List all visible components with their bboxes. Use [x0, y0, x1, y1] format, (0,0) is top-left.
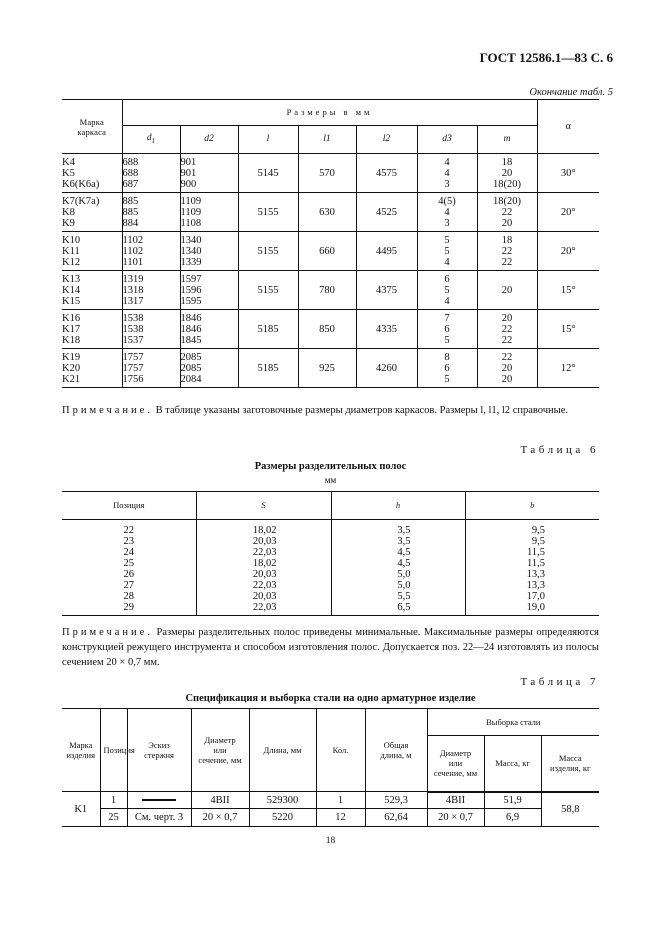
- position-cell: 23: [123, 536, 134, 547]
- note-text: В таблице указаны заготовочные размеры диаметров каркасов. Размеры l, l1, l2 справочные.: [152, 405, 569, 416]
- cell-line: [478, 274, 537, 285]
- position-cell: 25: [100, 809, 127, 827]
- b-cell: 13,3: [465, 580, 599, 591]
- cell-line: 2084: [180, 374, 202, 385]
- m-cell: [477, 232, 537, 271]
- item-mass-cell: 58,8: [541, 792, 599, 827]
- d1-cell: [122, 349, 180, 388]
- alpha-cell: 20°: [537, 193, 599, 232]
- table-row: [62, 580, 599, 591]
- sample-diameter-cell: 4ВІІ: [427, 792, 484, 809]
- table5-note: [62, 403, 599, 418]
- position-cell: 26: [123, 569, 134, 580]
- cell-line: 1846: [180, 324, 202, 335]
- col-sizes-header: Размеры в мм: [122, 100, 537, 126]
- cell-line: 4: [444, 296, 450, 307]
- length-cell: 5220: [249, 809, 316, 827]
- d2-cell: [180, 232, 238, 271]
- d1-cell: [122, 310, 180, 349]
- cell-line: 18(20): [493, 179, 521, 190]
- cell-line: K20: [62, 363, 81, 374]
- table-row: [62, 271, 599, 310]
- col-position-header: Позиция: [100, 709, 127, 792]
- table-row: [62, 569, 599, 580]
- cell-line: 22: [501, 257, 513, 268]
- cell-line: [478, 296, 537, 307]
- cell-line: K18: [62, 335, 81, 346]
- col-d2-header: d2: [180, 126, 238, 154]
- diameter-cell: 4ВІІ: [191, 792, 249, 809]
- cell-line: 1318: [122, 285, 144, 296]
- h-cell: 5,0: [331, 580, 465, 591]
- col-item-mark-header: Марка изделия: [62, 709, 100, 792]
- cell-line: 2085: [180, 363, 202, 374]
- d2-cell: [180, 271, 238, 310]
- mark-cell: [62, 193, 122, 232]
- cell-line: 22: [501, 324, 513, 335]
- table-row: [62, 809, 599, 827]
- cell-line: 6: [444, 274, 450, 285]
- cell-line: K7(K7a): [62, 196, 100, 207]
- table6-unit: мм: [324, 475, 337, 485]
- cell-line: 22: [501, 246, 513, 257]
- cell-line: 20: [501, 168, 513, 179]
- col-l1-header: l1: [298, 126, 356, 154]
- cell-line: 1108: [180, 218, 202, 229]
- table5-continuation-label: Окончание табл. 5: [529, 87, 613, 98]
- b-cell: 9,5: [465, 520, 599, 537]
- h-cell: 4,5: [331, 558, 465, 569]
- m-cell: [477, 271, 537, 310]
- cell-line: K13: [62, 274, 81, 285]
- col-s-header: S: [196, 492, 331, 520]
- d1-cell: [122, 232, 180, 271]
- cell-line: 4: [444, 207, 450, 218]
- m-cell: [477, 310, 537, 349]
- cell-line: K4: [62, 157, 75, 168]
- d1-cell: [122, 193, 180, 232]
- s-cell: 18,02: [196, 558, 331, 569]
- l2-cell: 4525: [356, 193, 417, 232]
- cell-line: K8: [62, 207, 75, 218]
- l2-cell: 4575: [356, 154, 417, 193]
- l-cell: 5155: [238, 271, 298, 310]
- cell-line: 1102: [122, 246, 144, 257]
- cell-line: 1595: [180, 296, 202, 307]
- cell-line: 18: [501, 157, 513, 168]
- cell-line: 900: [180, 179, 197, 190]
- sample-mass-cell: 51,9: [484, 792, 541, 809]
- d2-cell: [180, 349, 238, 388]
- cell-line: 1756: [122, 374, 144, 385]
- cell-line: 3: [444, 179, 450, 190]
- alpha-cell: 30°: [537, 154, 599, 193]
- cell-line: 1340: [180, 235, 202, 246]
- s-cell: 22,03: [196, 602, 331, 616]
- mark-cell: [62, 232, 122, 271]
- position-cell: 27: [123, 580, 134, 591]
- cell-line: 1845: [180, 335, 202, 346]
- col-b-header: b: [465, 492, 599, 520]
- table6-note: [62, 625, 599, 670]
- d3-cell: [417, 349, 477, 388]
- cell-line: 1757: [122, 352, 144, 363]
- cell-line: 1537: [122, 335, 144, 346]
- cell-line: K15: [62, 296, 81, 307]
- cell-line: 5: [444, 374, 450, 385]
- position-cell: 22: [123, 525, 134, 536]
- table-row: [62, 232, 599, 271]
- l1-cell: 630: [298, 193, 356, 232]
- table-row: [62, 310, 599, 349]
- l2-cell: 4260: [356, 349, 417, 388]
- table-row: [62, 792, 599, 809]
- table6-title: Размеры разделительных полос: [254, 461, 407, 472]
- d3-cell: [417, 154, 477, 193]
- l2-cell: 4375: [356, 271, 417, 310]
- cell-line: 2085: [180, 352, 202, 363]
- s-cell: 22,03: [196, 547, 331, 558]
- col-diameter-header: Диаметр или сечение, мм: [191, 709, 249, 792]
- table7-title: Спецификация и выборка стали на одно арматурное изделие: [185, 693, 476, 704]
- s-cell: 18,02: [196, 520, 331, 537]
- col-h-header: h: [331, 492, 465, 520]
- col-mark-header: Марка каркаса: [62, 100, 122, 154]
- s-cell: 20,03: [196, 536, 331, 547]
- position-cell: 24: [123, 547, 134, 558]
- table5-body: [62, 154, 599, 388]
- cell-line: 1596: [180, 285, 202, 296]
- total-length-cell: 529,3: [365, 792, 427, 809]
- l1-cell: 570: [298, 154, 356, 193]
- table6-body: [62, 520, 599, 616]
- sketch-cell: См. черт. 3: [127, 809, 191, 827]
- cell-line: K17: [62, 324, 81, 335]
- cell-line: K6(K6a): [62, 179, 100, 190]
- table7: [62, 708, 599, 827]
- b-cell: 11,5: [465, 558, 599, 569]
- cell-line: 1757: [122, 363, 144, 374]
- h-cell: 5,0: [331, 569, 465, 580]
- col-l-header: l: [238, 126, 298, 154]
- cell-line: 885: [122, 207, 139, 218]
- alpha-cell: 15°: [537, 310, 599, 349]
- cell-line: 3: [444, 218, 450, 229]
- position-cell: 28: [123, 591, 134, 602]
- s-cell: 20,03: [196, 569, 331, 580]
- sample-diameter-cell: 20 × 0,7: [427, 809, 484, 827]
- d3-cell: [417, 232, 477, 271]
- cell-line: K12: [62, 257, 81, 268]
- straight-rod-sketch: [142, 799, 176, 801]
- table5: [62, 99, 599, 388]
- d2-cell: [180, 310, 238, 349]
- cell-line: K14: [62, 285, 81, 296]
- table-row: [62, 349, 599, 388]
- cell-line: 20: [501, 285, 513, 296]
- col-sample-mass-header: Масса, кг: [484, 736, 541, 792]
- note-text: Размеры разделительных полос приведены минимальные. Максимальные размеры определяются конструкцией режущего инструмента и способом изготовления полос. Допускается поз. 22—24 изготовлять из полосы сечением 20 × 0,7 мм.: [62, 627, 599, 668]
- col-steel-sample-header: Выборка стали: [427, 709, 599, 736]
- d1-cell: [122, 154, 180, 193]
- cell-line: 1538: [122, 324, 144, 335]
- cell-line: 22: [501, 207, 513, 218]
- l-cell: 5155: [238, 193, 298, 232]
- cell-line: 688: [122, 168, 139, 179]
- d3-cell: [417, 310, 477, 349]
- cell-line: 1538: [122, 313, 144, 324]
- qty-cell: 1: [316, 792, 365, 809]
- cell-line: 1319: [122, 274, 144, 285]
- m-cell: [477, 193, 537, 232]
- table7-label: Таблица 7: [520, 676, 599, 688]
- cell-line: 6: [444, 324, 450, 335]
- col-position-header: Позиция: [62, 492, 196, 520]
- table-row: [62, 591, 599, 602]
- b-cell: 17,0: [465, 591, 599, 602]
- mark-cell: [62, 349, 122, 388]
- h-cell: 6,5: [331, 602, 465, 616]
- sketch-cell: [127, 792, 191, 809]
- s-cell: 20,03: [196, 591, 331, 602]
- position-cell: 29: [62, 602, 196, 616]
- cell-line: 884: [122, 218, 139, 229]
- position-cell: 25: [123, 558, 134, 569]
- cell-line: 18: [501, 235, 513, 246]
- cell-line: 4: [444, 257, 450, 268]
- note-label: Примечание.: [62, 405, 153, 416]
- position-cell: 1: [100, 792, 127, 809]
- cell-line: 4: [444, 168, 450, 179]
- cell-line: 687: [122, 179, 139, 190]
- table6-label: Таблица 6: [520, 444, 599, 456]
- h-cell: 5,5: [331, 591, 465, 602]
- l1-cell: 925: [298, 349, 356, 388]
- cell-line: 1340: [180, 246, 202, 257]
- mark-cell: [62, 154, 122, 193]
- cell-line: 1846: [180, 313, 202, 324]
- cell-line: 901: [180, 168, 197, 179]
- alpha-cell: 12°: [537, 349, 599, 388]
- alpha-cell: 15°: [537, 271, 599, 310]
- cell-line: K19: [62, 352, 81, 363]
- table-row: [62, 558, 599, 569]
- s-cell: 22,03: [196, 580, 331, 591]
- d2-cell: [180, 193, 238, 232]
- cell-line: K21: [62, 374, 81, 385]
- l-cell: 5155: [238, 232, 298, 271]
- l1-cell: 850: [298, 310, 356, 349]
- cell-line: 5: [444, 285, 450, 296]
- cell-line: 20: [501, 313, 513, 324]
- table-row: [62, 547, 599, 558]
- l-cell: 5185: [238, 310, 298, 349]
- h-cell: 3,5: [331, 536, 465, 547]
- d3-cell: [417, 271, 477, 310]
- d1-cell: [122, 271, 180, 310]
- d2-cell: [180, 154, 238, 193]
- cell-line: 1339: [180, 257, 202, 268]
- cell-line: 1109: [180, 207, 202, 218]
- m-cell: [477, 349, 537, 388]
- cell-line: 5: [444, 235, 450, 246]
- b-cell: 13,3: [465, 569, 599, 580]
- cell-line: 1109: [180, 196, 202, 207]
- col-m-header: m: [477, 126, 537, 154]
- h-cell: 4,5: [331, 547, 465, 558]
- sample-mass-cell: 6,9: [484, 809, 541, 827]
- col-qty-header: Кол.: [316, 709, 365, 792]
- cell-line: 6: [444, 363, 450, 374]
- cell-line: 22: [501, 335, 513, 346]
- col-l2-header: l2: [356, 126, 417, 154]
- l2-cell: 4495: [356, 232, 417, 271]
- total-length-cell: 62,64: [365, 809, 427, 827]
- diameter-cell: 20 × 0,7: [191, 809, 249, 827]
- b-cell: 11,5: [465, 547, 599, 558]
- l1-cell: 660: [298, 232, 356, 271]
- cell-line: 7: [444, 313, 450, 324]
- item-mark-cell: K1: [62, 792, 100, 827]
- cell-line: K10: [62, 235, 81, 246]
- cell-line: K5: [62, 168, 75, 179]
- cell-line: 4: [444, 157, 450, 168]
- l2-cell: 4335: [356, 310, 417, 349]
- length-cell: 529300: [249, 792, 316, 809]
- table6: [62, 491, 599, 616]
- table-row: [62, 602, 599, 616]
- b-cell: 19,0: [465, 602, 599, 616]
- cell-line: 20: [501, 363, 513, 374]
- cell-line: K9: [62, 218, 75, 229]
- col-alpha-header: α: [537, 100, 599, 154]
- l-cell: 5145: [238, 154, 298, 193]
- b-cell: 9,5: [465, 536, 599, 547]
- col-length-header: Длина, мм: [249, 709, 316, 792]
- table-row: [62, 520, 599, 537]
- col-d1-header: $d_1$: [122, 126, 180, 154]
- m-cell: [477, 154, 537, 193]
- cell-line: 18(20): [493, 196, 521, 207]
- alpha-cell: 20°: [537, 232, 599, 271]
- l1-cell: 780: [298, 271, 356, 310]
- cell-line: 5: [444, 335, 450, 346]
- cell-line: 20: [501, 218, 513, 229]
- page-number: 18: [325, 836, 336, 846]
- col-sketch-header: Эскиз стержня: [127, 709, 191, 792]
- cell-line: K11: [62, 246, 80, 257]
- table-row: [62, 536, 599, 547]
- mark-cell: [62, 310, 122, 349]
- table-row: [62, 154, 599, 193]
- cell-line: 688: [122, 157, 139, 168]
- cell-line: 22: [501, 352, 513, 363]
- note-label: Примечание.: [62, 627, 153, 638]
- l-cell: 5185: [238, 349, 298, 388]
- qty-cell: 12: [316, 809, 365, 827]
- h-cell: 3,5: [331, 520, 465, 537]
- col-sample-diameter-header: Диаметр или сечение, мм: [427, 736, 484, 792]
- cell-line: 1597: [180, 274, 202, 285]
- cell-line: 8: [444, 352, 450, 363]
- col-total-length-header: Общая длина, м: [365, 709, 427, 792]
- cell-line: 901: [180, 157, 197, 168]
- cell-line: 20: [501, 374, 513, 385]
- table-row: [62, 193, 599, 232]
- cell-line: K16: [62, 313, 81, 324]
- cell-line: 4(5): [438, 196, 456, 207]
- d3-cell: [417, 193, 477, 232]
- cell-line: 5: [444, 246, 450, 257]
- col-item-mass-header: Масса изделия, кг: [541, 736, 599, 792]
- cell-line: 885: [122, 196, 139, 207]
- col-d3-header: d3: [417, 126, 477, 154]
- cell-line: 1317: [122, 296, 144, 307]
- cell-line: 1101: [122, 257, 144, 268]
- document-header: ГОСТ 12586.1—83 С. 6: [479, 50, 613, 65]
- mark-cell: [62, 271, 122, 310]
- cell-line: 1102: [122, 235, 144, 246]
